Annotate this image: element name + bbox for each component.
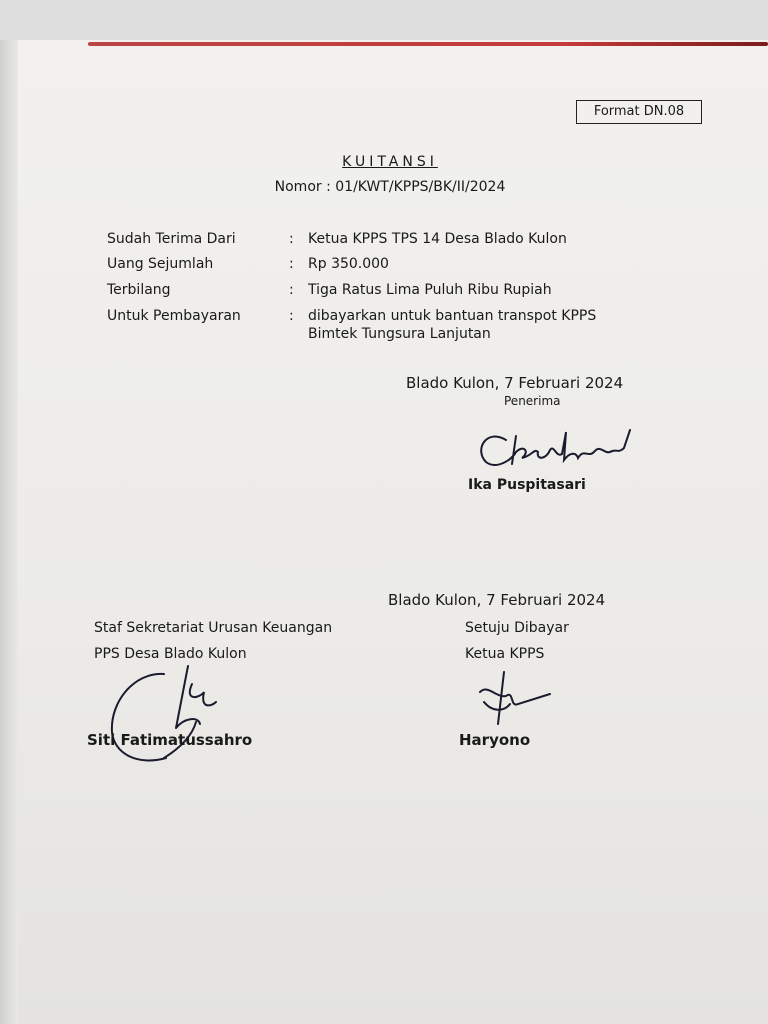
approval-date: Blado Kulon, 7 Februari 2024 [388, 591, 606, 609]
field-label: Uang Sejumlah [107, 256, 214, 272]
page-fold-shadow [0, 40, 18, 1024]
staff-name: Siti Fatimatussahro [87, 731, 253, 749]
receipt-title: KUITANSI [342, 154, 438, 170]
staff-signature [104, 662, 234, 766]
approver-role-line2: Ketua KPPS [465, 646, 545, 662]
approver-role-line1: Setuju Dibayar [465, 620, 569, 636]
receiver-name: Ika Puspitasari [468, 477, 586, 493]
receipt-number: Nomor : 01/KWT/KPPS/BK/II/2024 [274, 179, 506, 195]
field-value: Tiga Ratus Lima Puluh Ribu Rupiah [308, 282, 552, 298]
field-colon: : [289, 231, 294, 247]
field-value: dibayarkan untuk bantuan transpot KPPS [308, 308, 597, 324]
approver-signature [470, 668, 552, 728]
field-label: Sudah Terima Dari [107, 231, 236, 247]
field-value: Rp 350.000 [308, 256, 389, 272]
folder-edge [88, 42, 768, 46]
receiver-date: Blado Kulon, 7 Februari 2024 [406, 374, 624, 392]
field-colon: : [289, 308, 294, 324]
field-label: Untuk Pembayaran [107, 308, 241, 324]
field-colon: : [289, 256, 294, 272]
field-value-line2: Bimtek Tungsura Lanjutan [308, 326, 491, 342]
field-label: Terbilang [107, 282, 171, 298]
receiver-signature [472, 418, 642, 478]
approver-name: Haryono [459, 731, 531, 749]
format-label-box: Format DN.08 [576, 100, 702, 124]
receiver-role: Penerima [504, 394, 561, 408]
staff-role-line1: Staf Sekretariat Urusan Keuangan [94, 620, 333, 636]
field-colon: : [289, 282, 294, 298]
field-value: Ketua KPPS TPS 14 Desa Blado Kulon [308, 231, 567, 247]
staff-role-line2: PPS Desa Blado Kulon [94, 646, 247, 662]
